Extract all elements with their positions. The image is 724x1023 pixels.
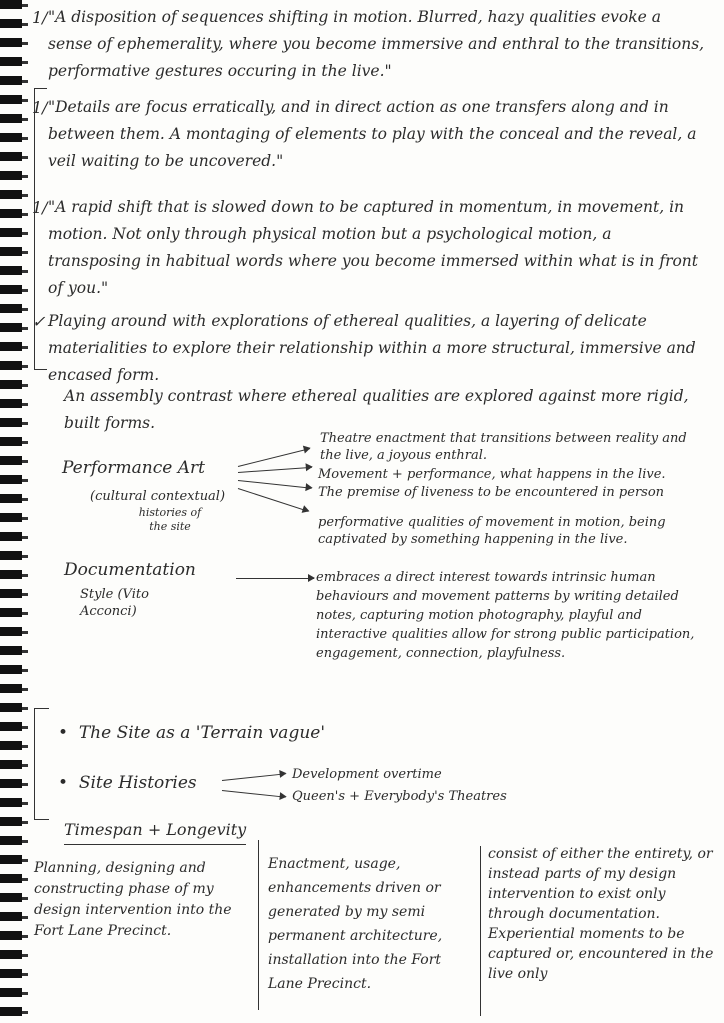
quote-2-text: "Details are focus erratically, and in direct action as one transfers along and in between them. A montaging of elements to play with the conceal and the reveal, a veil waiting to be uncovered." [48, 98, 697, 170]
bullet-terrain-vague [58, 720, 325, 747]
timespan-heading-text: Timespan + Longevity [64, 816, 246, 845]
bullet-icon: • [58, 723, 79, 743]
arrow-icon [222, 773, 286, 781]
assembly-note: An assembly contrast where ethereal qualities are explored against more rigid, built forms. [64, 387, 689, 432]
documentation-note: embraces a direct interest towards intrinsic human behaviours and movement patterns by writing detailed notes, capturing motion photography, playful and interactive qualities allow for strong public participation, engagement, connection, playfulness. [316, 570, 695, 661]
arrow-icon [238, 448, 310, 467]
quote-1-text: "A disposition of sequences shifting in motion. Blurred, hazy qualities evoke a sense of ephemerality, where you become immersive and enthral to the transitions, performative gestures occuring in the live." [48, 8, 705, 80]
performance-note-3: The premise of liveness to be encountered in person [318, 485, 665, 500]
bullet-bracket [34, 708, 49, 820]
bullet-site-histories-text: Site Histories [78, 773, 197, 793]
timespan-column-2: Enactment, usage, enhancements driven or generated by my semi permanent architecture, installation into the Fort Lane Precinct. [268, 856, 443, 992]
arrow-icon [238, 480, 312, 489]
column-divider [480, 846, 481, 1016]
quote-1 [32, 4, 708, 85]
quote-1-mark: 1/ [32, 8, 48, 27]
bullet-site-histories [58, 770, 197, 797]
timespan-heading [64, 816, 246, 845]
quote-2 [32, 94, 708, 175]
performance-note-2: Movement + performance, what happens in the live. [318, 467, 666, 482]
performance-sublabel2: histories of the site [138, 506, 202, 533]
quote-4 [32, 308, 708, 389]
arrow-icon [238, 467, 312, 473]
quote-2-mark: 1/ [32, 98, 48, 117]
quote-4-text: Playing around with explorations of ethereal qualities, a layering of delicate materialities to explore their relationship within a more structural, immersive and encased form. [48, 312, 696, 384]
site-history-note-1: Development overtime [292, 767, 442, 782]
documentation-label: Documentation [64, 560, 196, 580]
quote-3 [32, 194, 708, 302]
check-icon: ✓ [32, 312, 46, 331]
performance-sublabel: (cultural contextual) [90, 489, 226, 504]
quote-3-mark: 1/ [32, 198, 48, 217]
timespan-column-3: consist of either the entirety, or instead parts of my design intervention to exist only through documentation. Experiential moments to be captured or, encountered in the live only [488, 846, 714, 982]
column-divider [258, 840, 259, 1010]
arrow-icon [222, 790, 286, 798]
performance-note-1: Theatre enactment that transitions between reality and the live, a joyous enthral. [320, 431, 687, 463]
arrow-icon [238, 488, 309, 512]
performance-note-4: performative qualities of movement in motion, being captivated by something happening in the live. [318, 515, 666, 547]
documentation-sublabel: Style (Vito Acconci) [80, 587, 149, 619]
timespan-column-1: Planning, designing and constructing phase of my design intervention into the Fort Lane Precinct. [34, 860, 232, 939]
bullet-terrain-vague-text: The Site as a 'Terrain vague' [78, 723, 326, 743]
site-history-note-2: Queen's + Everybody's Theatres [292, 789, 507, 804]
bullet-icon: • [58, 773, 79, 793]
quote-3-text: "A rapid shift that is slowed down to be captured in momentum, in movement, in motion. Not only through physical motion but a psychological motion, a transposing in habitual words where you become immersed within what is in front of you." [48, 198, 699, 297]
arrow-icon [236, 578, 314, 579]
spiral-binding [0, 0, 22, 1023]
performance-label: Performance Art [62, 458, 205, 478]
